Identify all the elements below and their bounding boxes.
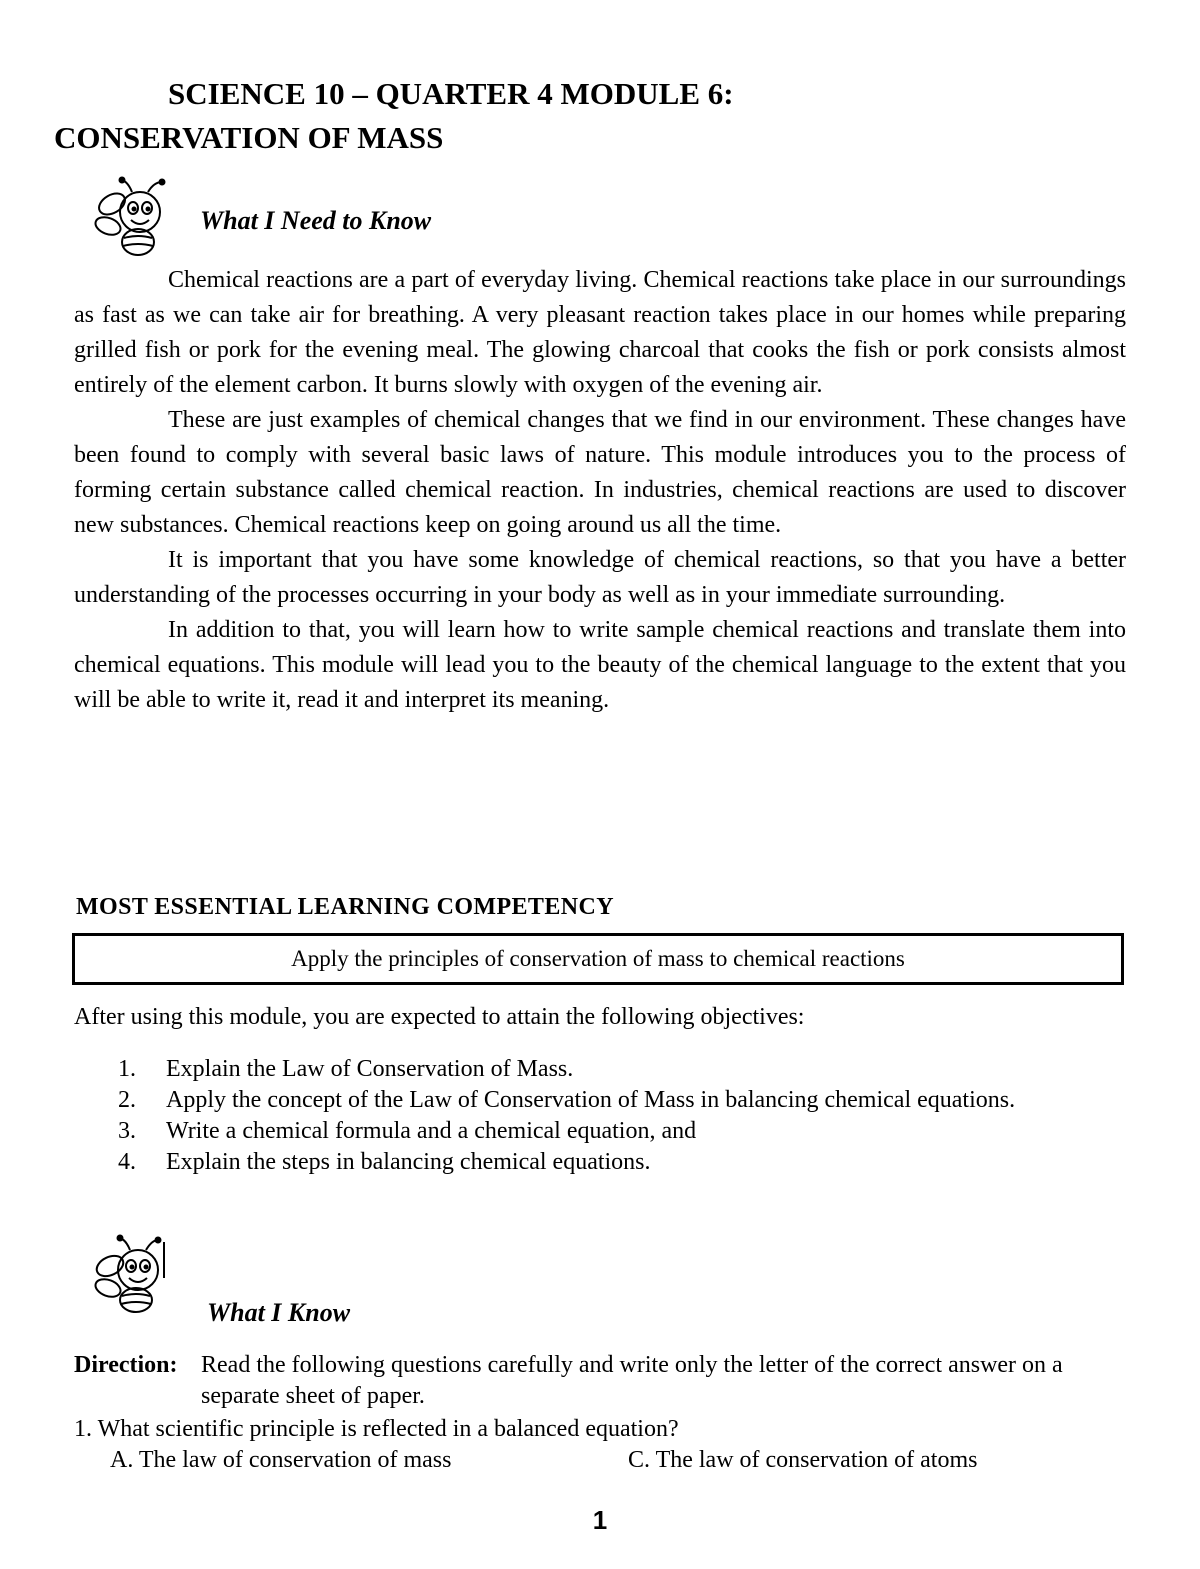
list-item-number: 4. <box>118 1149 136 1175</box>
introduction-text <box>74 263 1126 718</box>
page-number: 1 <box>592 1505 608 1535</box>
list-item <box>118 1085 1058 1116</box>
bee-mascot-icon <box>90 176 180 260</box>
intro-paragraph: Chemical reactions are a part of everyday living. Chemical reactions take place in our surroundings as fast as we can take air for breathing. A very pleasant reaction takes place in our homes while preparing grilled fish or pork for the evening meal. The glowing charcoal that cooks the fish or pork consists almost entirely of the element carbon. It burns slowly with oxygen of the evening air. <box>74 267 1126 398</box>
list-item-number: 3. <box>118 1118 136 1144</box>
melc-box <box>72 933 1124 985</box>
list-item-number: 2. <box>118 1087 136 1113</box>
list-item <box>118 1147 1058 1178</box>
section-heading-what-i-know: What I Know <box>207 1298 351 1327</box>
intro-paragraph: It is important that you have some knowledge of chemical reactions, so that you have a better understanding of the processes occurring in your body as well as in your immediate surrounding. <box>74 547 1126 608</box>
list-item-text: Explain the steps in balancing chemical equations. <box>166 1149 651 1175</box>
question-1-option-a: A. The law of conservation of mass <box>110 1447 452 1473</box>
list-item-text: Apply the concept of the Law of Conservation of Mass in balancing chemical equations. <box>166 1087 1016 1113</box>
list-item <box>118 1054 1058 1085</box>
direction <box>74 1350 1114 1412</box>
list-item <box>118 1116 1058 1147</box>
module-title-line-2: CONSERVATION OF MASS <box>54 120 444 155</box>
direction-label: Direction: <box>74 1352 178 1378</box>
module-title-line-1: SCIENCE 10 – QUARTER 4 MODULE 6: <box>168 76 734 111</box>
melc-competency-text: Apply the principles of conservation of mass to chemical reactions <box>291 946 905 971</box>
intro-paragraph: These are just examples of chemical changes that we find in our environment. These changes have been found to comply with several basic laws of nature. This module introduces you to the process of forming certain substance called chemical reaction. In industries, chemical reactions are used to discover new substances. Chemical reactions keep on going around us all the time. <box>74 407 1126 538</box>
melc-heading: MOST ESSENTIAL LEARNING COMPETENCY <box>76 894 614 920</box>
list-item-text: Write a chemical formula and a chemical equation, and <box>166 1118 697 1144</box>
direction-text: Read the following questions carefully and write only the letter of the correct answer on a separate sheet of paper. <box>201 1352 1063 1409</box>
list-item-text: Explain the Law of Conservation of Mass. <box>166 1056 574 1082</box>
question-1: 1. What scientific principle is reflected in a balanced equation? <box>74 1416 679 1442</box>
intro-paragraph: In addition to that, you will learn how to write sample chemical reactions and translate them into chemical equations. This module will lead you to the beauty of the chemical language to the extent that you will be able to write it, read it and interpret its meaning. <box>74 617 1126 713</box>
section-heading-what-i-need-to-know: What I Need to Know <box>200 206 432 235</box>
objectives-list <box>118 1054 1058 1178</box>
question-1-option-c: C. The law of conservation of atoms <box>628 1447 978 1473</box>
objectives-intro: After using this module, you are expected to attain the following objectives: <box>74 1004 805 1030</box>
bee-mascot-icon <box>90 1232 180 1316</box>
list-item-number: 1. <box>118 1056 136 1082</box>
